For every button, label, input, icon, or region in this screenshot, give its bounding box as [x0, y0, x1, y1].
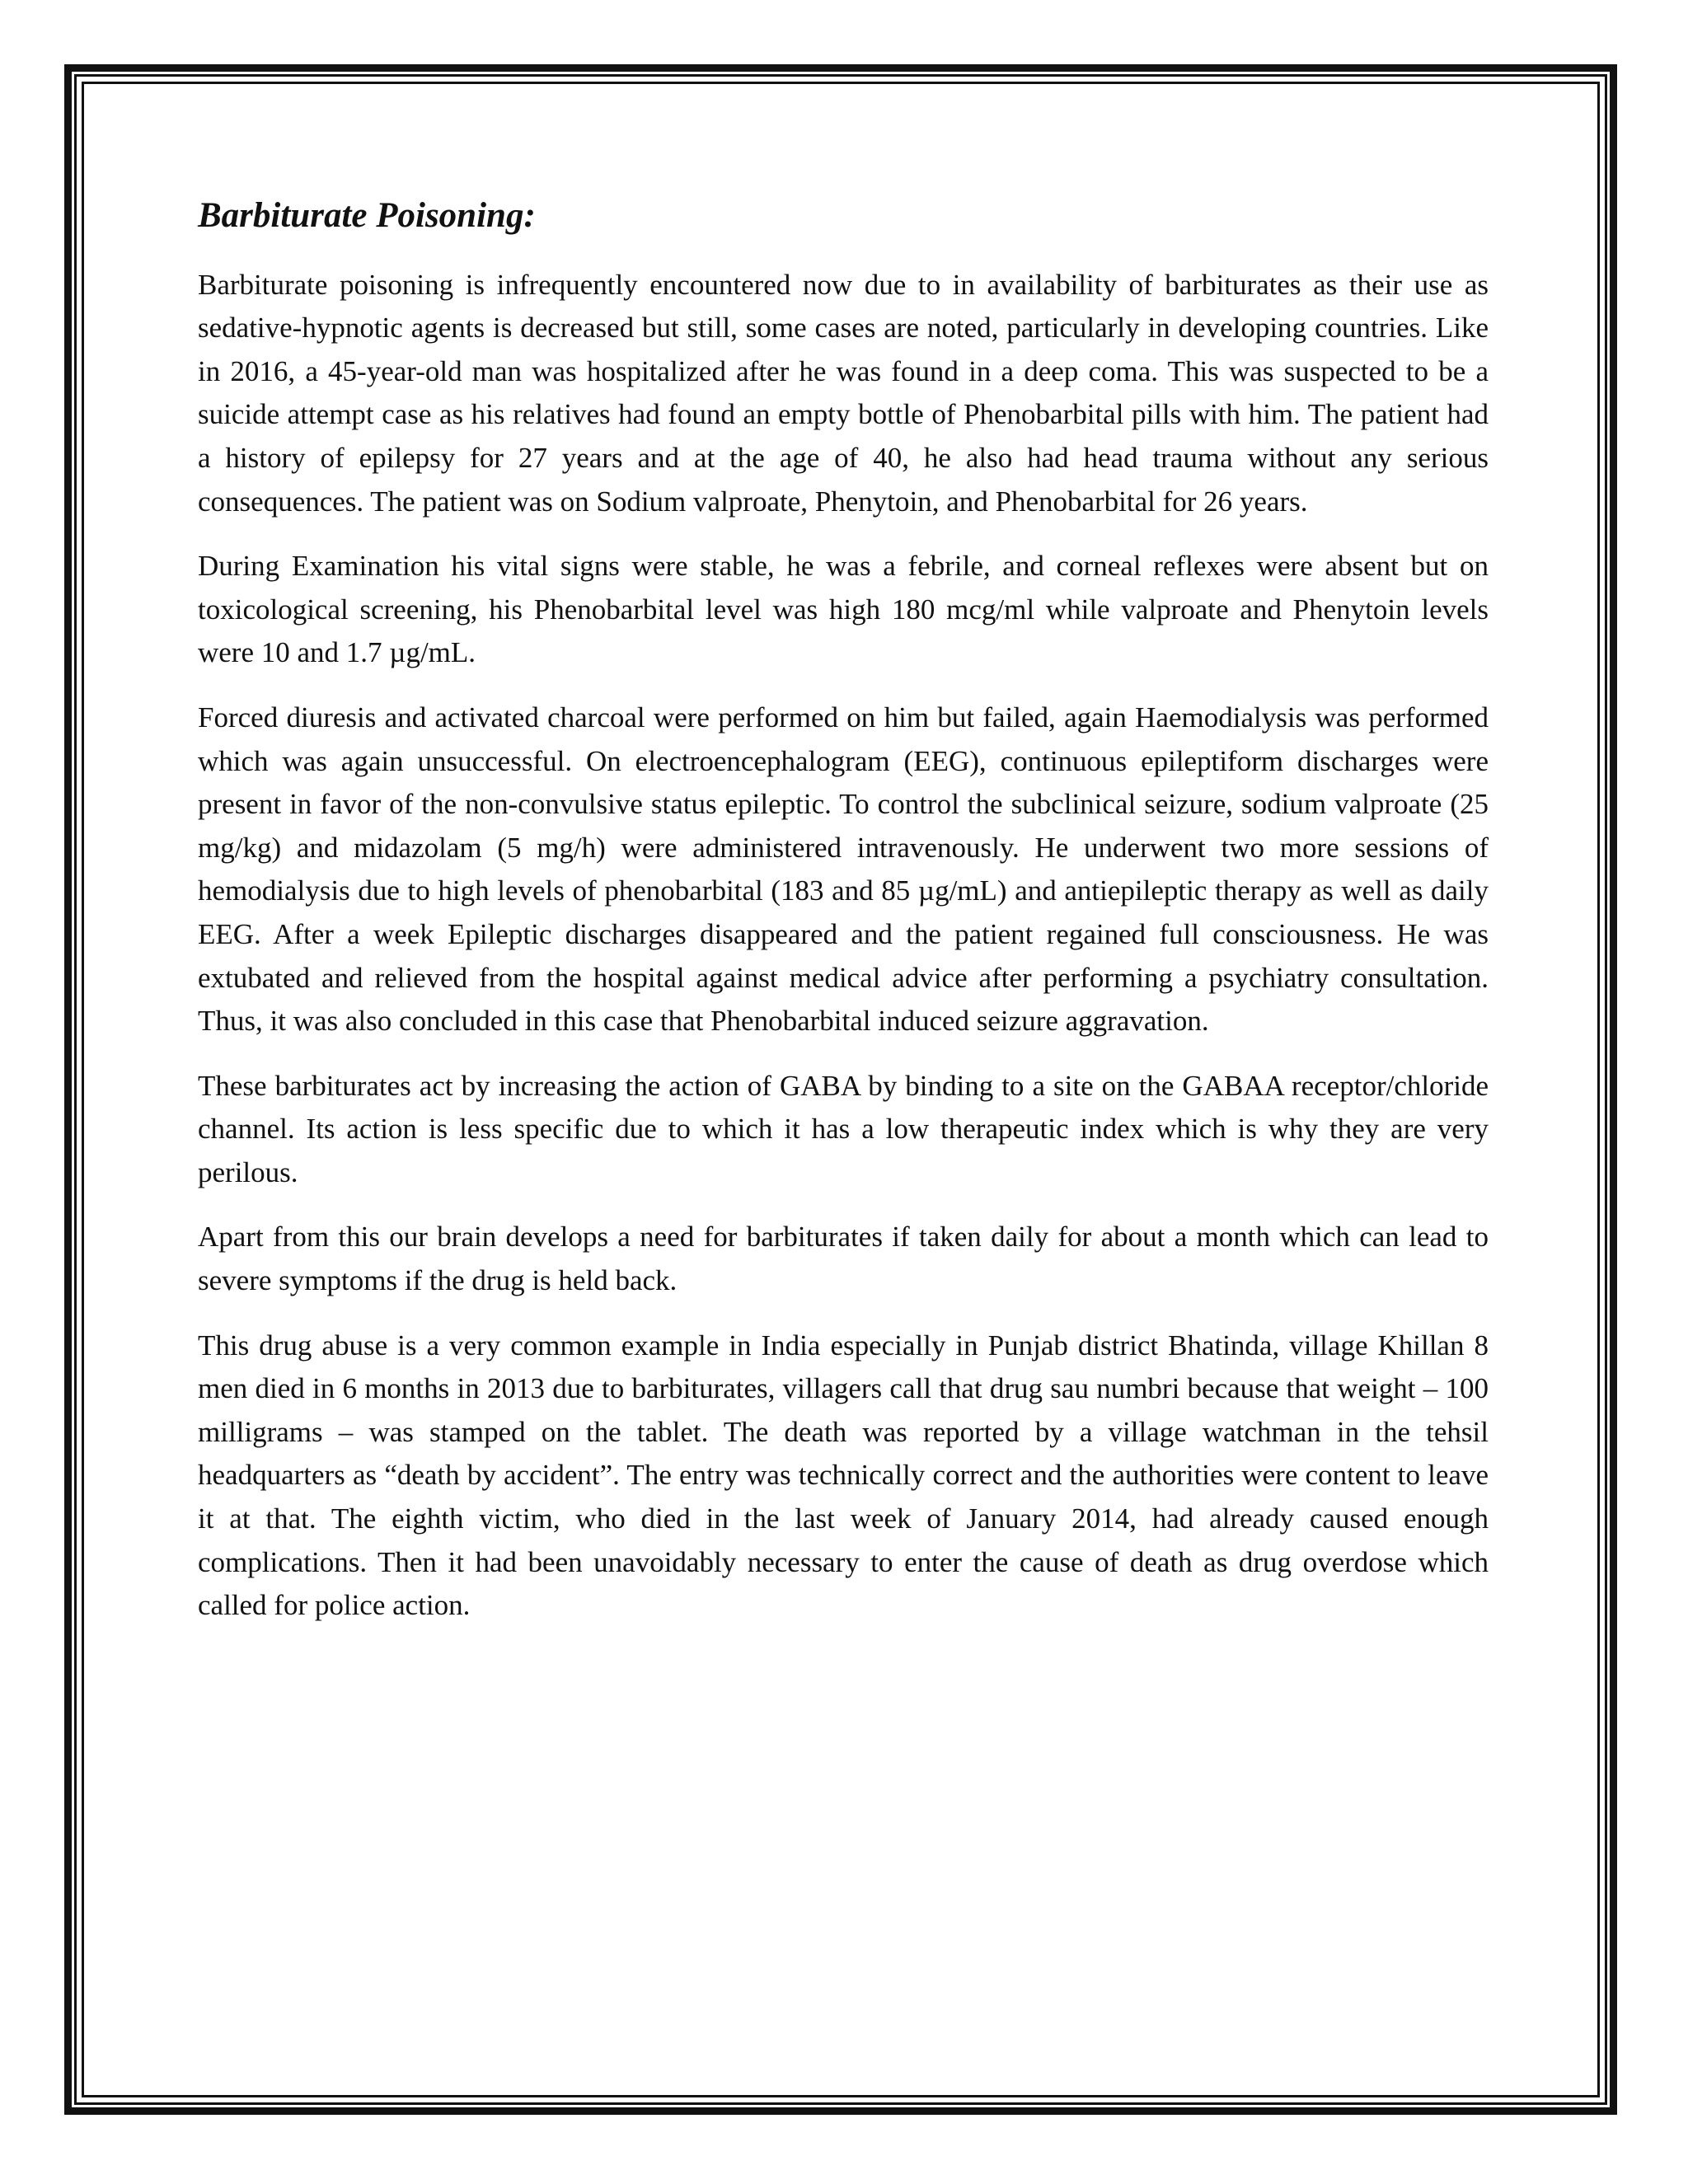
- paragraph-mechanism: These barbiturates act by increasing the action of GABA by binding to a site on the GABAA receptor/chloride channel. Its action is less specific due to which it has a low therapeutic index which is why they are very perilous.: [198, 1069, 1489, 1188]
- paragraph-india-example: This drug abuse is a very common example in India especially in Punjab district Bhatinda, village Khillan 8 men died in 6 months in 2013 due to barbiturates, villagers call that drug sau numbri because that weight – 100 milligrams – was stamped on the tablet. The death was reported by a village watchman in the tehsil headquarters as “death by accident”. The entry was technically correct and the authorities were content to leave it at that. The eighth victim, who died in the last week of January 2014, had already caused enough complications. Then it had been unavoidably necessary to enter the cause of death as drug overdose which called for police action.: [198, 1329, 1489, 1622]
- document-title: Barbiturate Poisoning:: [198, 196, 536, 235]
- paragraph-dependence: Apart from this our brain develops a need for barbiturates if taken daily for about a month which can lead to severe symptoms if the drug is held back.: [198, 1221, 1489, 1297]
- document-body: [198, 194, 1489, 1649]
- paragraph-case-report: Barbiturate poisoning is infrequently encountered now due to in availability of barbiturates as their use as sedative-hypnotic agents is decreased but still, some cases are noted, particularly in developing countries. Like in 2016, a 45-year-old man was hospitalized after he was found in a deep coma. This was suspected to be a suicide attempt case as his relatives had found an empty bottle of Phenobarbital pills with him. The patient had a history of epilepsy for 27 years and at the age of 40, he also had head trauma without any serious consequences. The patient was on Sodium valproate, Phenytoin, and Phenobarbital for 26 years.: [198, 268, 1489, 518]
- paragraph-treatment: Forced diuresis and activated charcoal were performed on him but failed, again Haemodialysis was performed which was again unsuccessful. On electroencephalogram (EEG), continuous epileptiform discharges were present in favor of the non-convulsive status epileptic. To control the subclinical seizure, sodium valproate (25 mg/kg) and midazolam (5 mg/h) were administered intravenously. He underwent two more sessions of hemodialysis due to high levels of phenobarbital (183 and 85 µg/mL) and antiepileptic therapy as well as daily EEG. After a week Epileptic discharges disappeared and the patient regained full consciousness. He was extubated and relieved from the hospital against medical advice after performing a psychiatry consultation. Thus, it was also concluded in this case that Phenobarbital induced seizure aggravation.: [198, 701, 1489, 1038]
- paragraph-examination: During Examination his vital signs were stable, he was a febrile, and corneal reflexes were absent but on toxicological screening, his Phenobarbital level was high 180 mcg/ml while valproate and Phenytoin levels were 10 and 1.7 µg/mL.: [198, 550, 1489, 669]
